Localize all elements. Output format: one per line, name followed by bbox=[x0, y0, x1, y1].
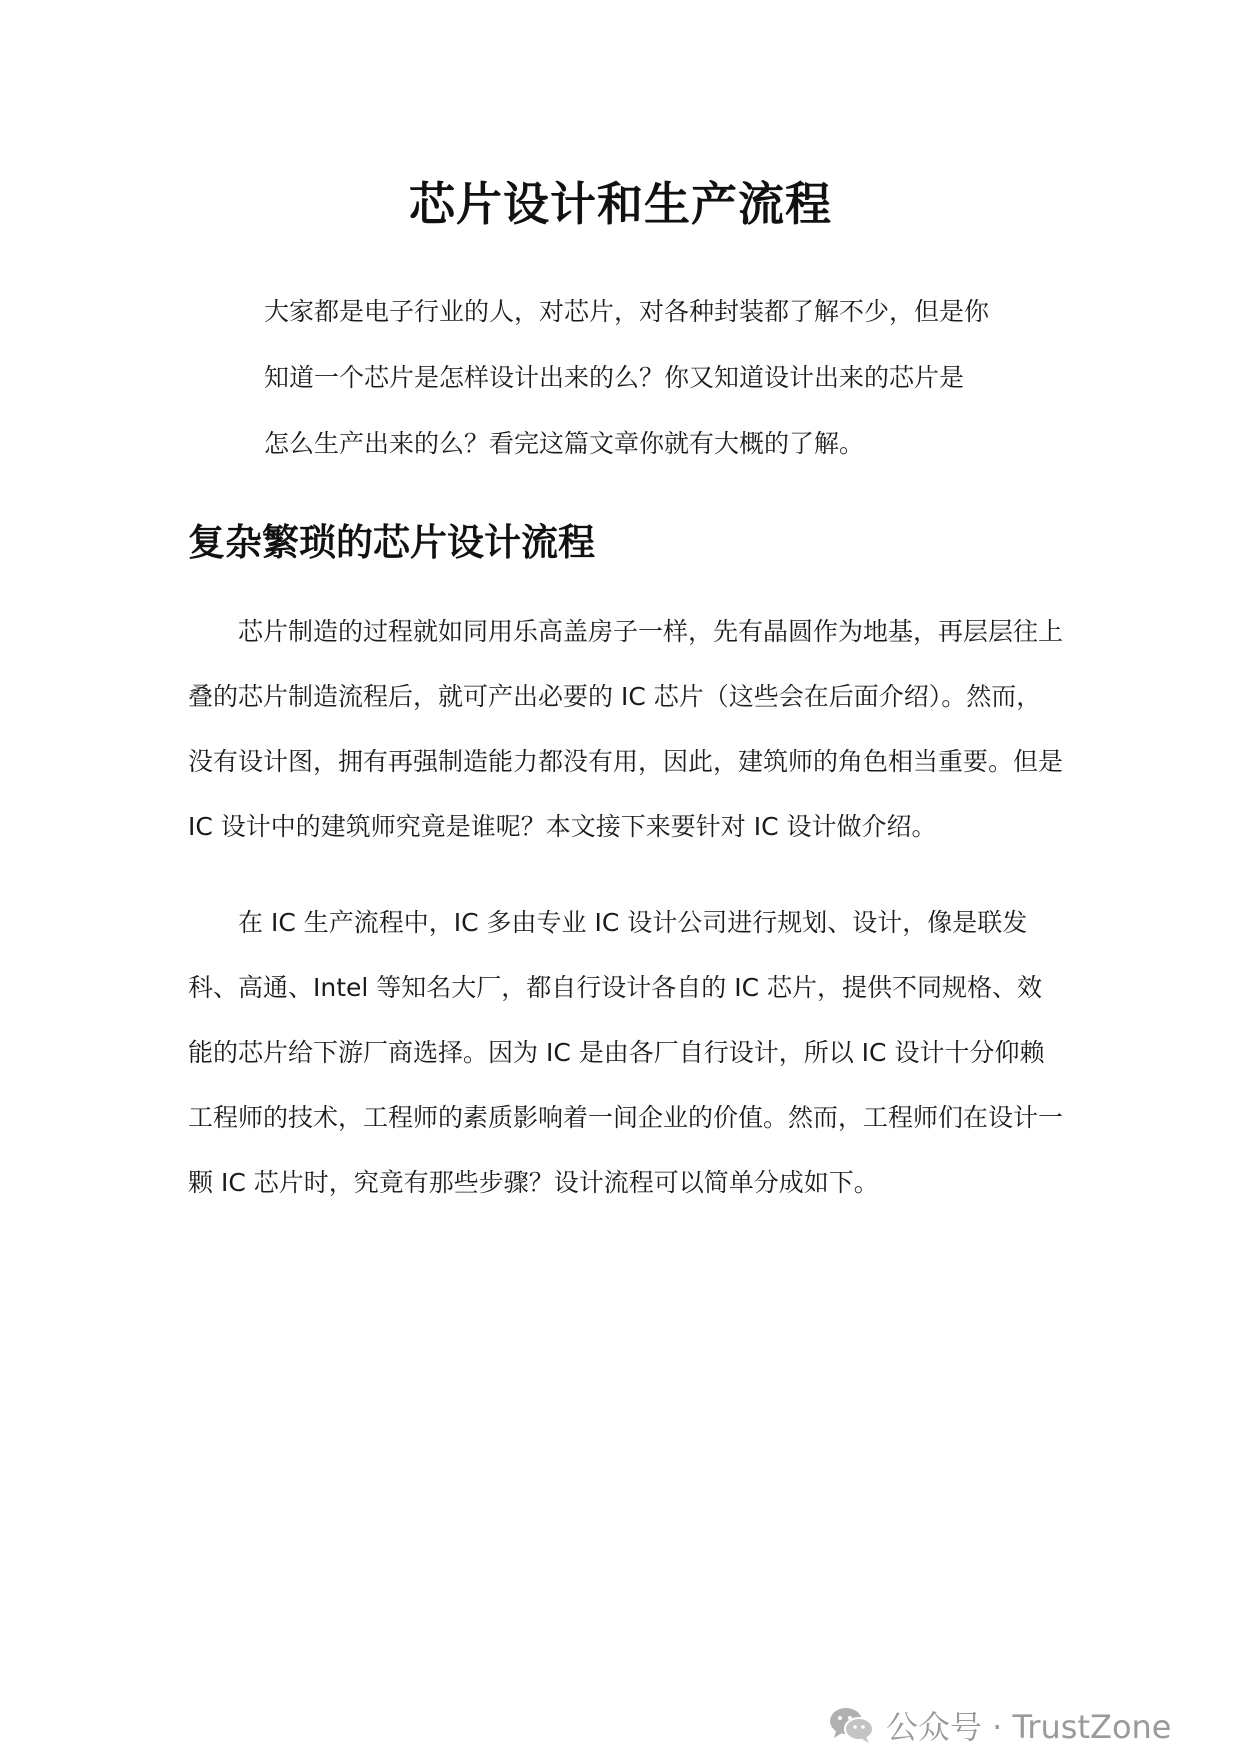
intro-paragraph bbox=[264, 288, 1004, 486]
body-paragraph-1 bbox=[188, 608, 1068, 868]
intro-line: 知道一个芯片是怎样设计出来的么？你又知道设计出来的芯片是 bbox=[264, 363, 965, 392]
watermark bbox=[828, 1702, 1172, 1748]
paragraph-line: 能的芯片给下游厂商选择。因为 IC 是由各厂自行设计，所以 IC 设计十分仰赖 bbox=[188, 1038, 1045, 1067]
wechat-icon bbox=[828, 1705, 876, 1745]
paragraph-line: IC 设计中的建筑师究竟是谁呢？本文接下来要针对 IC 设计做介绍。 bbox=[188, 812, 937, 841]
document-title: 芯片设计和生产流程 bbox=[409, 177, 832, 231]
watermark-text: 公众号 · TrustZone bbox=[886, 1708, 1172, 1746]
paragraph-line: 没有设计图，拥有再强制造能力都没有用，因此，建筑师的角色相当重要。但是 bbox=[188, 747, 1064, 776]
intro-line: 大家都是电子行业的人，对芯片，对各种封装都了解不少，但是你 bbox=[264, 297, 990, 326]
paragraph-line: 叠的芯片制造流程后，就可产出必要的 IC 芯片（这些会在后面介绍）。然而， bbox=[188, 682, 1042, 711]
paragraph-line: 颗 IC 芯片时，究竟有那些步骤？设计流程可以简单分成如下。 bbox=[188, 1168, 879, 1197]
paragraph-line: 芯片制造的过程就如同用乐高盖房子一样，先有晶圆作为地基，再层层往上 bbox=[238, 617, 1064, 646]
body-paragraph-2 bbox=[188, 899, 1068, 1224]
paragraph-line: 工程师的技术，工程师的素质影响着一间企业的价值。然而，工程师们在设计一 bbox=[188, 1103, 1064, 1132]
intro-line: 怎么生产出来的么？看完这篇文章你就有大概的了解。 bbox=[264, 429, 865, 458]
paragraph-line: 科、高通、Intel 等知名大厂，都自行设计各自的 IC 芯片，提供不同规格、效 bbox=[188, 973, 1043, 1002]
section-heading: 复杂繁琐的芯片设计流程 bbox=[188, 521, 595, 564]
paragraph-line: 在 IC 生产流程中，IC 多由专业 IC 设计公司进行规划、设计，像是联发 bbox=[238, 908, 1028, 937]
